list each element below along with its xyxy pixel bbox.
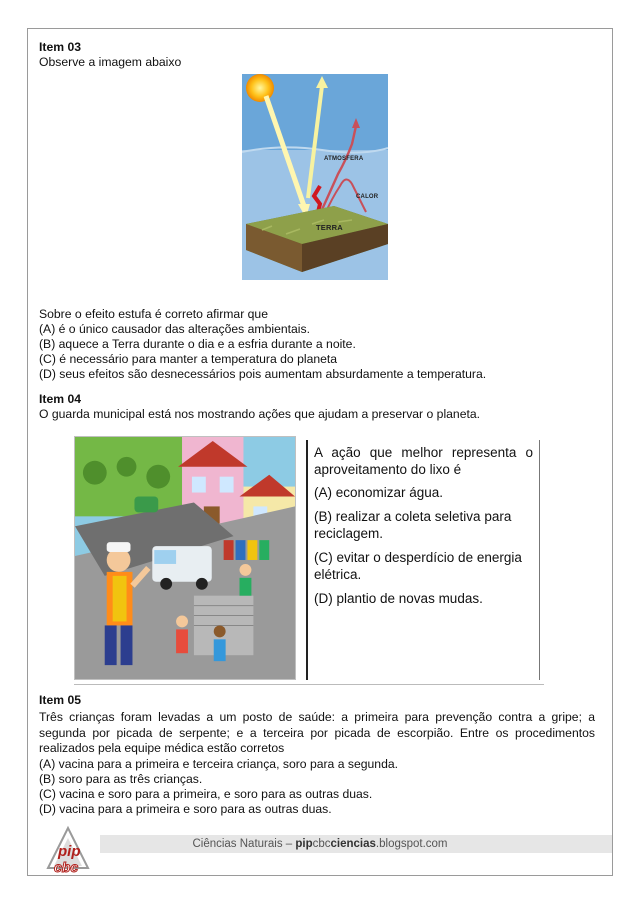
item03-question: Sobre o efeito estufa é correto afirmar que	[39, 307, 268, 321]
item04-option-b: (B) realizar a coleta seletiva para reciclagem.	[314, 509, 512, 541]
recycling-illustration	[74, 436, 296, 680]
item03-heading: Item 03	[39, 40, 82, 54]
label-terra: TERRA	[316, 223, 343, 232]
logo-text-top: pip	[58, 843, 81, 860]
footer-site-ciencias: ciencias	[330, 838, 376, 850]
pipcbc-logo	[34, 822, 104, 874]
footer-site-pip: pip	[295, 838, 313, 850]
item05-question: Três crianças foram levadas a um posto de saúde: a primeira para prevenção contra a gripe; a segunda por picada de serpente; e a terceira por picada de escorpião. Entre os procedimentos realizados pela equipe médica estão corretos	[39, 710, 595, 755]
item04-question-box	[306, 440, 540, 680]
item04-question: A ação que melhor representa o aproveitamento do lixo é	[314, 445, 533, 477]
item05-option-c: (C) vacina e soro para a primeira, e soro para as outras duas.	[39, 787, 373, 801]
item04-heading: Item 04	[39, 392, 82, 406]
item03-option-b: (B) aquece a Terra durante o dia e a esfria durante a noite.	[39, 337, 356, 351]
greenhouse-figure	[242, 74, 388, 280]
item04-prompt: O guarda municipal está nos mostrando ações que ajudam a preservar o planeta.	[39, 407, 481, 421]
label-calor: CALOR	[356, 194, 379, 200]
item03-option-d: (D) seus efeitos são desnecessários pois aumentam absurdamente a temperatura.	[39, 367, 487, 381]
item04-divider	[74, 684, 544, 685]
footer-prefix: Ciências Naturais –	[192, 838, 296, 850]
item05-option-b: (B) soro para as três crianças.	[39, 772, 203, 786]
item04-option-a: (A) economizar água.	[314, 485, 444, 500]
item04-option-d: (D) plantio de novas mudas.	[314, 591, 483, 606]
item04-figure	[74, 436, 544, 686]
item03-prompt: Observe a imagem abaixo	[39, 55, 182, 69]
item04-option-c: (C) evitar o desperdício de energia elétrica.	[314, 550, 522, 582]
item05-heading: Item 05	[39, 693, 82, 707]
item05-option-a: (A) vacina para a primeira e terceira criança, soro para a segunda.	[39, 757, 399, 771]
item03-option-a: (A) é o único causador das alterações ambientais.	[39, 322, 310, 336]
footer-text	[100, 838, 540, 851]
logo-text-bottom: cbc	[54, 859, 79, 874]
footer-site-suffix: .blogspot.com	[375, 838, 448, 850]
item05-option-d: (D) vacina para a primeira e soro para as outras duas.	[39, 802, 332, 816]
label-atmosfera: ATMOSFERA	[324, 156, 364, 162]
item03-option-c: (C) é necessário para manter a temperatura do planeta	[39, 352, 338, 366]
footer-site-cbc: cbc	[312, 838, 331, 850]
